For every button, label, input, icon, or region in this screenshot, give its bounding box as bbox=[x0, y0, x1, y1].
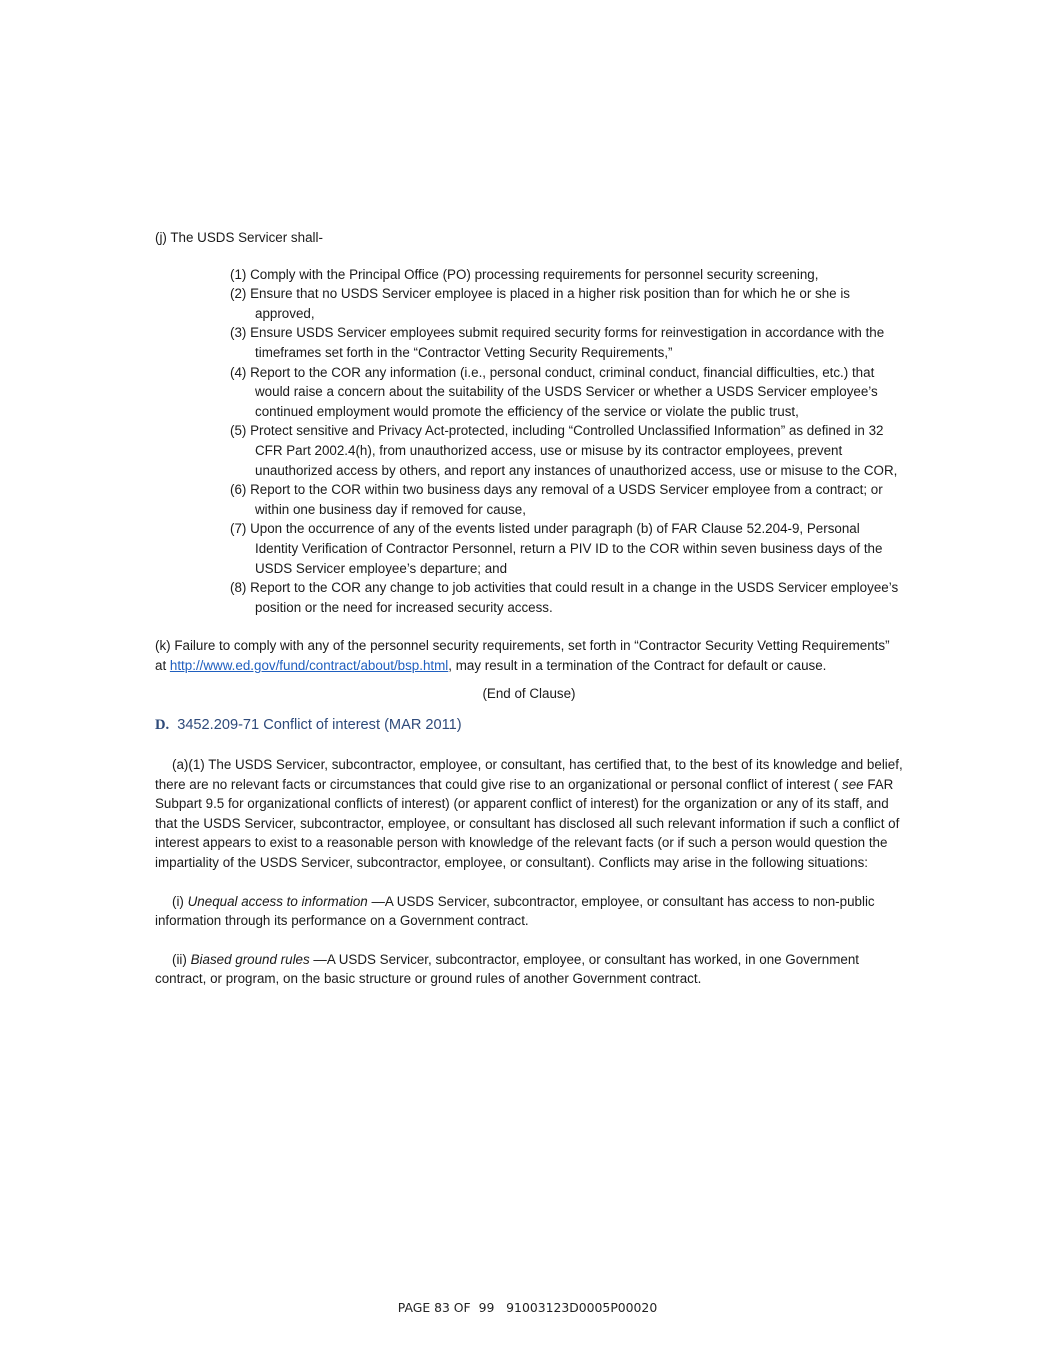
list-item: (5) Protect sensitive and Privacy Act-protected, including “Controlled Unclassified Information” as defined in 32 CFR Part 2002.4(h), from unauthorized access, use or misuse by its contractor employees, prevent unauthorized access by others, and report any instances of unauthorized access, use or misuse to the COR, bbox=[230, 423, 898, 478]
list-item: (7) Upon the occurrence of any of the events listed under paragraph (b) of FAR Clause 52.204-9, Personal Identity Verification of Contractor Personnel, return a PIV ID to the COR within seven business days of the USDS Servicer employee’s departure; and bbox=[230, 521, 883, 576]
section-j-intro: (j) The USDS Servicer shall- bbox=[155, 230, 323, 245]
end-of-clause: (End of Clause) bbox=[482, 686, 576, 702]
list-item: (3) Ensure USDS Servicer employees submit required security forms for reinvestigation in accordance with the timeframes set forth in the “Contractor Vetting Security Requirements,” bbox=[230, 325, 885, 360]
section-k-text-end: , may result in a termination of the Contract for default or cause. bbox=[448, 657, 827, 673]
document-page bbox=[155, 228, 903, 989]
paragraph-i-text: —A USDS Servicer, subcontractor, employee, or consultant has access to non-public information through its performance on a Government contract. bbox=[155, 893, 875, 929]
document-id: 91003123D0005P00020 bbox=[506, 1300, 658, 1315]
paragraph-ii bbox=[155, 950, 903, 989]
bsp-link[interactable]: http://www.ed.gov/fund/contract/about/bsp.html bbox=[169, 657, 449, 673]
section-k-text: (k) Failure to comply with any of the personnel security requirements, set forth in “Contractor Security Vetting Requirements” at bbox=[155, 638, 890, 673]
paragraph-a1 bbox=[155, 755, 903, 873]
list-item: (8) Report to the COR any change to job activities that could result in a change in the USDS Servicer employee’s position or the need for increased security access. bbox=[230, 580, 899, 615]
list-item: (4) Report to the COR any information (i.e., personal conduct, criminal conduct, financial difficulties, etc.) that would raise a concern about the suitability of the USDS Servicer or whether a USDS Servicer employee’s continued employment would promote the efficiency of the service or violate the public trust, bbox=[230, 364, 878, 419]
section-k-paragraph bbox=[155, 636, 903, 675]
paragraph-a1-text: (a)(1) The USDS Servicer, subcontractor, employee, or consultant, has certified that, to the best of its knowledge and belief, there are no relevant facts or circumstances that could give rise to an organizational or personal conflict of interest ( bbox=[155, 757, 903, 792]
see-emphasis: see bbox=[842, 776, 864, 792]
section-heading bbox=[155, 714, 903, 736]
paragraph-i bbox=[155, 892, 903, 931]
paragraph-i-label: (i) bbox=[172, 893, 188, 909]
page-number: PAGE 83 OF 99 bbox=[397, 1300, 495, 1315]
paragraph-ii-label: (ii) bbox=[172, 951, 191, 967]
list-item: (1) Comply with the Principal Office (PO) processing requirements for personnel security screening, bbox=[230, 266, 819, 282]
section-title: 3452.209-71 Conflict of interest (MAR 2011) bbox=[177, 717, 462, 734]
paragraph-ii-term: Biased ground rules bbox=[190, 951, 310, 967]
section-j-list bbox=[230, 265, 903, 618]
list-item: (2) Ensure that no USDS Servicer employee is placed in a higher risk position than for which he or she is approved, bbox=[230, 286, 850, 321]
paragraph-ii-text: —A USDS Servicer, subcontractor, employee, or consultant has worked, in one Government contract, or program, on the basic structure or ground rules of another Government contract. bbox=[155, 951, 859, 987]
paragraph-i-term: Unequal access to information bbox=[187, 893, 368, 909]
paragraph-a1-text-cont: FAR Subpart 9.5 for organizational conflicts of interest) (or apparent conflict of interest) for the organization or any of its staff, and that the USDS Servicer, subcontractor, employee, or consultant has disclosed all such relevant information if such a conflict of interest appears to exist to a reasonable person with knowledge of the relevant facts (or if such a person would question the impartiality of the USDS Servicer, subcontractor, employee, or consultant). Conflicts may arise in the following situations: bbox=[155, 776, 900, 871]
page-footer bbox=[0, 1298, 1055, 1318]
list-item: (6) Report to the COR within two business days any removal of a USDS Servicer employee from a contract; or within one business day if removed for cause, bbox=[230, 482, 883, 517]
section-letter: D. bbox=[155, 717, 170, 734]
